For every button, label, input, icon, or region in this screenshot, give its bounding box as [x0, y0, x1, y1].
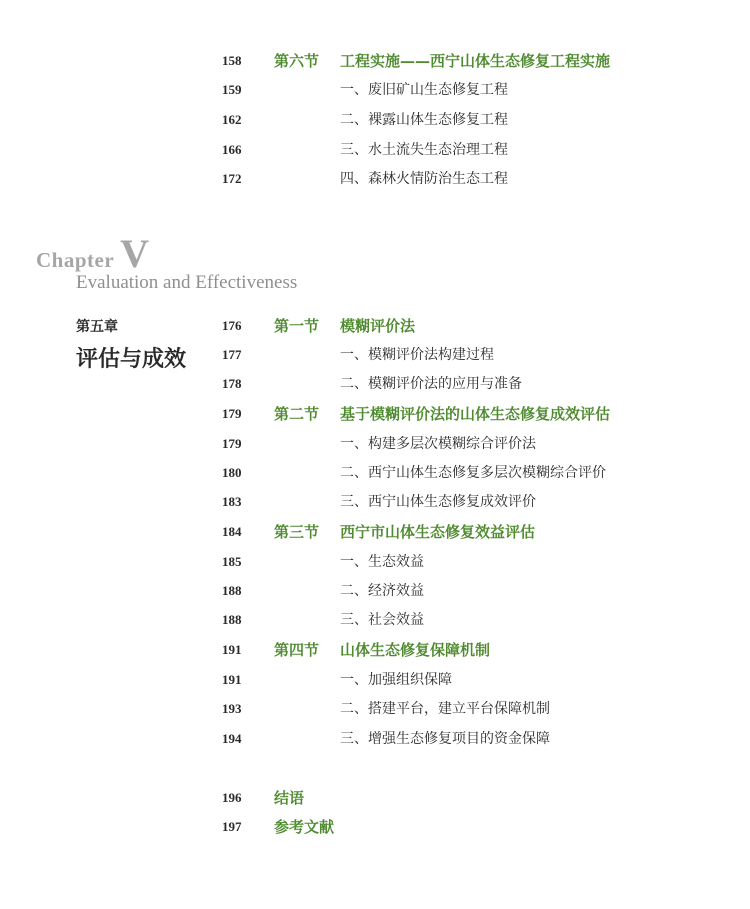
toc-item-row[interactable] — [0, 727, 750, 751]
chapter-cn-label: 第五章 — [76, 319, 118, 335]
item-title: 二、西宁山体生态修复多层次模糊综合评价 — [340, 465, 606, 481]
section-title: 西宁市山体生态修复效益评估 — [340, 523, 536, 541]
item-title: 二、搭建平台，建立平台保障机制 — [340, 701, 550, 717]
page-number: 188 — [222, 583, 242, 598]
toc-item-row[interactable] — [0, 432, 750, 456]
toc-section-row[interactable] — [0, 49, 750, 73]
page-number: 180 — [222, 465, 242, 480]
section-title: 模糊评价法 — [340, 317, 416, 335]
page-number: 177 — [222, 347, 242, 362]
toc-item-row[interactable] — [0, 78, 750, 102]
page-number: 179 — [222, 406, 242, 421]
item-title: 一、模糊评价法构建过程 — [340, 347, 494, 363]
item-title: 三、增强生态修复项目的资金保障 — [340, 731, 550, 747]
page-number: 178 — [222, 376, 242, 391]
section-title: 工程实施——西宁山体生态修复工程实施 — [340, 52, 611, 70]
toc-section-row[interactable] — [0, 314, 750, 338]
page-number: 183 — [222, 494, 242, 509]
page-number: 176 — [222, 318, 242, 333]
page-number: 194 — [222, 731, 242, 746]
item-title: 二、经济效益 — [340, 583, 424, 599]
section-label: 第二节 — [274, 405, 320, 423]
toc-item-row[interactable] — [0, 461, 750, 485]
item-title: 三、西宁山体生态修复成效评价 — [340, 494, 536, 510]
section-title: 基于模糊评价法的山体生态修复成效评估 — [340, 405, 611, 423]
page-number: 196 — [222, 790, 242, 805]
toc-item-row[interactable] — [0, 372, 750, 396]
chapter-heading — [36, 230, 149, 277]
page-number: 162 — [222, 112, 242, 127]
toc-end-row[interactable] — [0, 815, 750, 839]
end-title: 参考文献 — [274, 818, 335, 836]
item-title: 三、水土流失生态治理工程 — [340, 142, 508, 158]
section-label: 第三节 — [274, 523, 320, 541]
item-title: 一、构建多层次模糊综合评价法 — [340, 436, 536, 452]
item-title: 一、废旧矿山生态修复工程 — [340, 82, 508, 98]
toc-item-row[interactable] — [0, 343, 750, 367]
toc-item-row[interactable] — [0, 608, 750, 632]
chapter-english-title: Evaluation and Effectiveness — [76, 272, 298, 293]
toc-item-row[interactable] — [0, 490, 750, 514]
item-title: 四、森林火情防治生态工程 — [340, 171, 508, 187]
section-label: 第一节 — [274, 317, 320, 335]
page-number: 184 — [222, 524, 242, 539]
page-number: 191 — [222, 672, 242, 687]
page-number: 197 — [222, 819, 242, 834]
toc-item-row[interactable] — [0, 138, 750, 162]
section-title: 山体生态修复保障机制 — [340, 641, 491, 659]
toc-section-row[interactable] — [0, 520, 750, 544]
toc-item-row[interactable] — [0, 550, 750, 574]
toc-item-row[interactable] — [0, 167, 750, 191]
page-number: 158 — [222, 53, 242, 68]
page-number: 193 — [222, 701, 242, 716]
end-title: 结语 — [274, 789, 305, 807]
page-number: 159 — [222, 82, 242, 97]
item-title: 三、社会效益 — [340, 612, 424, 628]
toc-item-row[interactable] — [0, 697, 750, 721]
page-number: 188 — [222, 612, 242, 627]
toc-item-row[interactable] — [0, 579, 750, 603]
toc-section-row[interactable] — [0, 638, 750, 662]
toc-item-row[interactable] — [0, 108, 750, 132]
chapter-numeral: V — [120, 231, 150, 276]
item-title: 二、裸露山体生态修复工程 — [340, 112, 508, 128]
chapter-cn-title: 评估与成效 — [76, 347, 187, 372]
item-title: 二、模糊评价法的应用与准备 — [340, 376, 522, 392]
item-title: 一、加强组织保障 — [340, 672, 452, 688]
section-label: 第四节 — [274, 641, 320, 659]
item-title: 一、生态效益 — [340, 554, 424, 570]
toc-item-row[interactable] — [0, 668, 750, 692]
section-label: 第六节 — [274, 52, 320, 70]
page-number: 185 — [222, 554, 242, 569]
page-number: 179 — [222, 436, 242, 451]
page-number: 191 — [222, 642, 242, 657]
page-number: 166 — [222, 142, 242, 157]
chapter-word: Chapter — [36, 248, 115, 272]
toc-section-row[interactable] — [0, 402, 750, 426]
page-number: 172 — [222, 171, 242, 186]
toc-end-row[interactable] — [0, 786, 750, 810]
